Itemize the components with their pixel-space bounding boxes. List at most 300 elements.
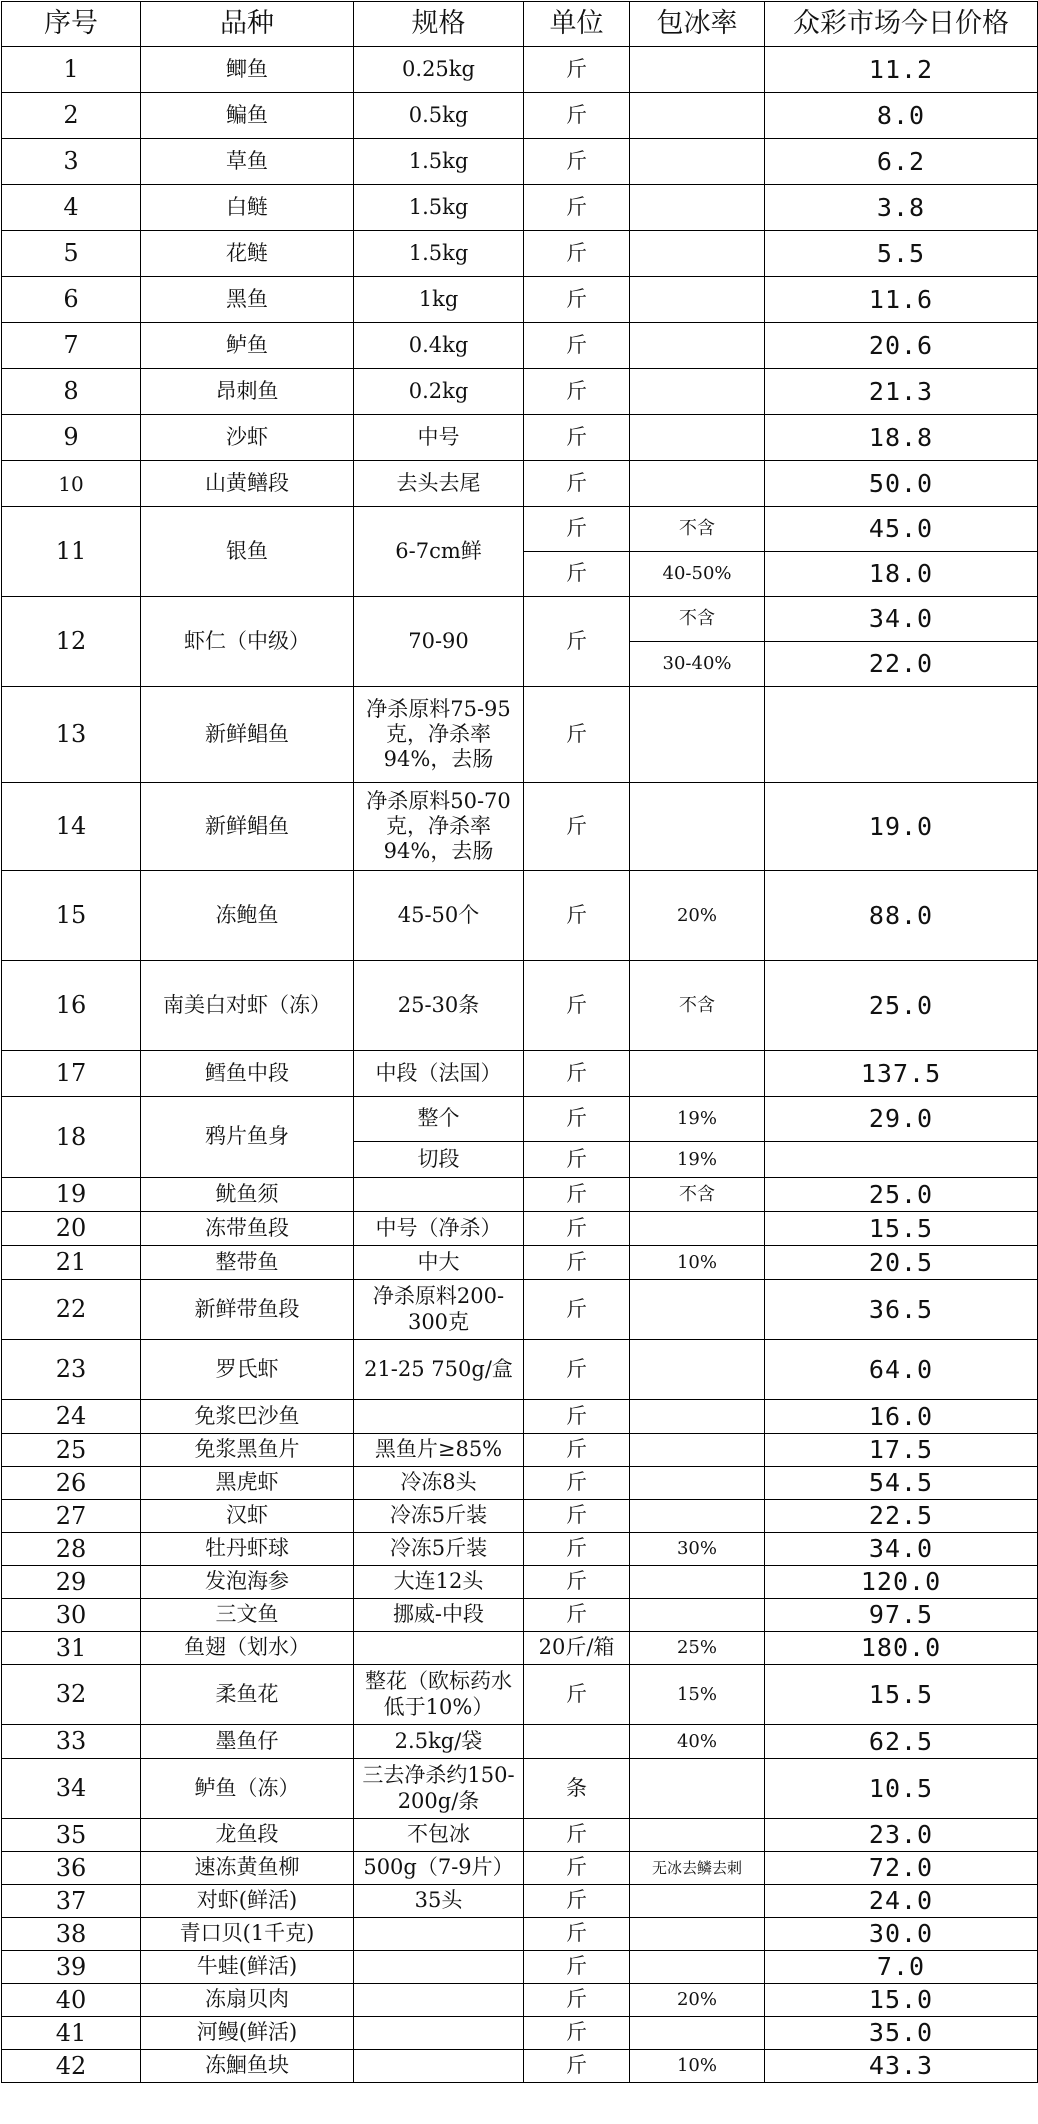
cell-seq: 5 [2, 231, 141, 277]
cell-name: 鳕鱼中段 [141, 1051, 354, 1097]
cell-spec: 冷冻5斤装 [354, 1533, 524, 1566]
cell-name: 虾仁（中级） [141, 597, 354, 687]
cell-name: 罗氏虾 [141, 1340, 354, 1400]
header-ice-rate: 包冰率 [630, 2, 765, 47]
table-row [2, 1984, 1038, 2017]
cell-name: 免浆黑鱼片 [141, 1434, 354, 1467]
cell-seq: 1 [2, 47, 141, 93]
cell-spec: 黑鱼片≥85% [354, 1434, 524, 1467]
cell-seq: 42 [2, 2050, 141, 2083]
cell-seq: 6 [2, 277, 141, 323]
cell-unit: 斤 [524, 139, 630, 185]
cell-spec: 中号 [354, 415, 524, 461]
table-row [2, 1533, 1038, 1566]
cell-ice: 20% [630, 871, 765, 961]
header-price: 众彩市场今日价格 [765, 2, 1038, 47]
cell-name: 鲈鱼 [141, 323, 354, 369]
cell-seq: 25 [2, 1434, 141, 1467]
cell-name: 速冻黄鱼柳 [141, 1852, 354, 1885]
header-row [2, 2, 1038, 47]
cell-seq: 24 [2, 1400, 141, 1434]
table-row [2, 2050, 1038, 2083]
cell-name: 黑虎虾 [141, 1467, 354, 1500]
cell-seq: 29 [2, 1566, 141, 1599]
table-row [2, 1885, 1038, 1918]
cell-unit: 斤 [524, 1246, 630, 1280]
cell-price: 22.0 [765, 642, 1038, 687]
cell-ice: 不含 [630, 507, 765, 552]
fish-price-table [1, 1, 1038, 2083]
header-variety: 品种 [141, 2, 354, 47]
cell-spec: 45-50个 [354, 871, 524, 961]
cell-spec [354, 1178, 524, 1212]
cell-unit: 斤 [524, 552, 630, 597]
cell-spec: 大连12头 [354, 1566, 524, 1599]
cell-seq: 20 [2, 1212, 141, 1246]
cell-ice: 10% [630, 2050, 765, 2083]
cell-price: 16.0 [765, 1400, 1038, 1434]
cell-name: 鱿鱼须 [141, 1178, 354, 1212]
cell-spec: 整个 [354, 1097, 524, 1142]
cell-seq: 30 [2, 1599, 141, 1632]
cell-ice [630, 1599, 765, 1632]
cell-price: 64.0 [765, 1340, 1038, 1400]
cell-ice [630, 1951, 765, 1984]
cell-unit: 斤 [524, 1434, 630, 1467]
cell-name: 冻带鱼段 [141, 1212, 354, 1246]
cell-name: 发泡海参 [141, 1566, 354, 1599]
table-row [2, 1819, 1038, 1852]
cell-name: 牛蛙(鲜活) [141, 1951, 354, 1984]
table-row [2, 93, 1038, 139]
cell-name: 鲫鱼 [141, 47, 354, 93]
cell-spec: 0.5kg [354, 93, 524, 139]
cell-name: 山黄鳝段 [141, 461, 354, 507]
cell-price: 137.5 [765, 1051, 1038, 1097]
cell-price: 11.2 [765, 47, 1038, 93]
cell-name: 银鱼 [141, 507, 354, 597]
cell-seq: 13 [2, 687, 141, 783]
cell-name: 昂刺鱼 [141, 369, 354, 415]
cell-price: 19.0 [765, 783, 1038, 871]
cell-seq: 8 [2, 369, 141, 415]
cell-ice [630, 687, 765, 783]
cell-ice [630, 185, 765, 231]
cell-ice: 40-50% [630, 552, 765, 597]
cell-ice [630, 1819, 765, 1852]
cell-seq: 36 [2, 1852, 141, 1885]
cell-seq: 35 [2, 1819, 141, 1852]
table-row [2, 1566, 1038, 1599]
cell-ice: 10% [630, 1246, 765, 1280]
cell-name: 新鲜鲳鱼 [141, 783, 354, 871]
cell-spec: 切段 [354, 1142, 524, 1178]
cell-unit: 斤 [524, 871, 630, 961]
cell-seq: 40 [2, 1984, 141, 2017]
cell-spec: 中号（净杀） [354, 1212, 524, 1246]
cell-ice [630, 2017, 765, 2050]
cell-seq: 27 [2, 1500, 141, 1533]
cell-unit: 斤 [524, 783, 630, 871]
cell-price: 18.8 [765, 415, 1038, 461]
cell-spec: 不包冰 [354, 1819, 524, 1852]
table-row [2, 507, 1038, 552]
cell-unit [524, 1725, 630, 1759]
cell-seq: 9 [2, 415, 141, 461]
cell-price: 15.5 [765, 1665, 1038, 1725]
cell-price: 18.0 [765, 552, 1038, 597]
cell-unit: 斤 [524, 687, 630, 783]
cell-unit: 斤 [524, 961, 630, 1051]
table-row [2, 1434, 1038, 1467]
table-row [2, 1918, 1038, 1951]
cell-price: 45.0 [765, 507, 1038, 552]
cell-seq: 19 [2, 1178, 141, 1212]
cell-ice [630, 1566, 765, 1599]
cell-spec: 挪威-中段 [354, 1599, 524, 1632]
cell-spec: 净杀原料50-70克，净杀率94%，去肠 [354, 783, 524, 871]
table-row [2, 1632, 1038, 1665]
cell-unit: 斤 [524, 2017, 630, 2050]
cell-seq: 22 [2, 1280, 141, 1340]
table-row [2, 461, 1038, 507]
cell-spec: 中段（法国） [354, 1051, 524, 1097]
header-unit: 单位 [524, 2, 630, 47]
cell-ice [630, 323, 765, 369]
cell-ice [630, 783, 765, 871]
cell-unit: 斤 [524, 597, 630, 687]
cell-unit: 斤 [524, 1400, 630, 1434]
cell-seq: 16 [2, 961, 141, 1051]
cell-price: 10.5 [765, 1759, 1038, 1819]
cell-seq: 26 [2, 1467, 141, 1500]
cell-price: 29.0 [765, 1097, 1038, 1142]
cell-price: 97.5 [765, 1599, 1038, 1632]
table-row [2, 1212, 1038, 1246]
cell-ice [630, 1467, 765, 1500]
cell-unit: 斤 [524, 1097, 630, 1142]
cell-spec: 1.5kg [354, 185, 524, 231]
cell-seq: 14 [2, 783, 141, 871]
cell-price: 17.5 [765, 1434, 1038, 1467]
cell-seq: 7 [2, 323, 141, 369]
cell-ice: 19% [630, 1142, 765, 1178]
header-seq: 序号 [2, 2, 141, 47]
cell-ice [630, 1434, 765, 1467]
cell-price: 36.5 [765, 1280, 1038, 1340]
cell-spec: 6-7cm鲜 [354, 507, 524, 597]
cell-name: 草鱼 [141, 139, 354, 185]
cell-spec: 中大 [354, 1246, 524, 1280]
cell-ice [630, 47, 765, 93]
cell-seq: 31 [2, 1632, 141, 1665]
cell-seq: 15 [2, 871, 141, 961]
cell-price: 25.0 [765, 1178, 1038, 1212]
cell-name: 冻鮰鱼块 [141, 2050, 354, 2083]
cell-seq: 11 [2, 507, 141, 597]
cell-spec: 0.25kg [354, 47, 524, 93]
cell-name: 牡丹虾球 [141, 1533, 354, 1566]
cell-ice [630, 415, 765, 461]
cell-unit: 斤 [524, 1178, 630, 1212]
cell-unit: 斤 [524, 1819, 630, 1852]
cell-price: 21.3 [765, 369, 1038, 415]
cell-name: 柔鱼花 [141, 1665, 354, 1725]
cell-unit: 斤 [524, 1566, 630, 1599]
cell-name: 冻鲍鱼 [141, 871, 354, 961]
cell-unit: 斤 [524, 1467, 630, 1500]
cell-unit: 斤 [524, 1051, 630, 1097]
cell-unit: 斤 [524, 1665, 630, 1725]
cell-unit: 斤 [524, 1951, 630, 1984]
cell-name: 三文鱼 [141, 1599, 354, 1632]
cell-spec: 0.4kg [354, 323, 524, 369]
table-row [2, 1051, 1038, 1097]
cell-ice [630, 1051, 765, 1097]
cell-ice [630, 231, 765, 277]
header-spec: 规格 [354, 2, 524, 47]
table-row [2, 2017, 1038, 2050]
table-row [2, 47, 1038, 93]
table-row [2, 185, 1038, 231]
cell-unit: 斤 [524, 231, 630, 277]
cell-ice [630, 277, 765, 323]
cell-price: 20.5 [765, 1246, 1038, 1280]
cell-unit: 斤 [524, 1500, 630, 1533]
table-row [2, 139, 1038, 185]
cell-ice: 15% [630, 1665, 765, 1725]
cell-seq: 33 [2, 1725, 141, 1759]
cell-seq: 2 [2, 93, 141, 139]
cell-unit: 斤 [524, 1340, 630, 1400]
cell-price: 7.0 [765, 1951, 1038, 1984]
table-row [2, 961, 1038, 1051]
cell-seq: 32 [2, 1665, 141, 1725]
cell-spec: 1kg [354, 277, 524, 323]
cell-spec [354, 1918, 524, 1951]
cell-seq: 38 [2, 1918, 141, 1951]
cell-name: 墨鱼仔 [141, 1725, 354, 1759]
table-row [2, 277, 1038, 323]
cell-price: 88.0 [765, 871, 1038, 961]
cell-ice [630, 1280, 765, 1340]
cell-spec: 0.2kg [354, 369, 524, 415]
cell-ice: 30% [630, 1533, 765, 1566]
cell-seq: 12 [2, 597, 141, 687]
cell-name: 鲈鱼（冻） [141, 1759, 354, 1819]
cell-seq: 28 [2, 1533, 141, 1566]
cell-spec: 净杀原料200-300克 [354, 1280, 524, 1340]
table-row [2, 1951, 1038, 1984]
table-row [2, 783, 1038, 871]
cell-unit: 斤 [524, 369, 630, 415]
cell-unit: 斤 [524, 461, 630, 507]
cell-seq: 23 [2, 1340, 141, 1400]
cell-price: 30.0 [765, 1918, 1038, 1951]
cell-ice: 不含 [630, 1178, 765, 1212]
cell-seq: 4 [2, 185, 141, 231]
cell-name: 南美白对虾（冻） [141, 961, 354, 1051]
cell-price: 11.6 [765, 277, 1038, 323]
cell-seq: 37 [2, 1885, 141, 1918]
cell-unit: 斤 [524, 277, 630, 323]
cell-price: 25.0 [765, 961, 1038, 1051]
cell-ice: 40% [630, 1725, 765, 1759]
table-row [2, 369, 1038, 415]
cell-spec: 35头 [354, 1885, 524, 1918]
cell-price: 62.5 [765, 1725, 1038, 1759]
cell-unit: 条 [524, 1759, 630, 1819]
cell-ice: 19% [630, 1097, 765, 1142]
cell-unit: 斤 [524, 507, 630, 552]
table-row [2, 871, 1038, 961]
cell-name: 龙鱼段 [141, 1819, 354, 1852]
cell-seq: 21 [2, 1246, 141, 1280]
cell-unit: 斤 [524, 1918, 630, 1951]
cell-unit: 斤 [524, 1885, 630, 1918]
cell-ice: 不含 [630, 597, 765, 642]
cell-unit: 斤 [524, 1280, 630, 1340]
cell-price: 180.0 [765, 1632, 1038, 1665]
table-row [2, 1599, 1038, 1632]
cell-ice [630, 1759, 765, 1819]
cell-ice [630, 1500, 765, 1533]
cell-price: 120.0 [765, 1566, 1038, 1599]
table-row [2, 1097, 1038, 1142]
cell-unit: 斤 [524, 185, 630, 231]
cell-unit: 斤 [524, 1142, 630, 1178]
cell-price: 50.0 [765, 461, 1038, 507]
cell-spec: 2.5kg/袋 [354, 1725, 524, 1759]
table-row [2, 1246, 1038, 1280]
cell-price: 23.0 [765, 1819, 1038, 1852]
cell-name: 鸦片鱼身 [141, 1097, 354, 1178]
cell-spec: 冷冻5斤装 [354, 1500, 524, 1533]
cell-name: 白鲢 [141, 185, 354, 231]
cell-name: 鱼翅（划水） [141, 1632, 354, 1665]
cell-unit: 斤 [524, 93, 630, 139]
cell-unit: 斤 [524, 47, 630, 93]
cell-ice [630, 1918, 765, 1951]
cell-ice [630, 139, 765, 185]
cell-ice [630, 93, 765, 139]
cell-name: 汉虾 [141, 1500, 354, 1533]
cell-price: 6.2 [765, 139, 1038, 185]
cell-spec: 70-90 [354, 597, 524, 687]
table-row [2, 415, 1038, 461]
table-row [2, 1500, 1038, 1533]
cell-name: 新鲜鲳鱼 [141, 687, 354, 783]
table-row [2, 1340, 1038, 1400]
cell-spec [354, 1951, 524, 1984]
cell-name: 新鲜带鱼段 [141, 1280, 354, 1340]
cell-spec: 净杀原料75-95克，净杀率94%，去肠 [354, 687, 524, 783]
table-row [2, 1467, 1038, 1500]
cell-unit: 斤 [524, 415, 630, 461]
cell-price: 8.0 [765, 93, 1038, 139]
cell-spec [354, 2017, 524, 2050]
cell-price: 3.8 [765, 185, 1038, 231]
cell-spec [354, 1984, 524, 2017]
cell-price: 20.6 [765, 323, 1038, 369]
table-row [2, 1280, 1038, 1340]
cell-unit: 斤 [524, 2050, 630, 2083]
table-row [2, 1665, 1038, 1725]
cell-price [765, 687, 1038, 783]
cell-name: 鳊鱼 [141, 93, 354, 139]
cell-spec: 21-25 750g/盒 [354, 1340, 524, 1400]
cell-unit: 斤 [524, 323, 630, 369]
cell-price: 22.5 [765, 1500, 1038, 1533]
cell-spec: 去头去尾 [354, 461, 524, 507]
cell-name: 整带鱼 [141, 1246, 354, 1280]
cell-spec: 1.5kg [354, 231, 524, 277]
cell-seq: 18 [2, 1097, 141, 1178]
table-row [2, 1725, 1038, 1759]
cell-price: 5.5 [765, 231, 1038, 277]
cell-seq: 3 [2, 139, 141, 185]
cell-ice [630, 1400, 765, 1434]
cell-name: 沙虾 [141, 415, 354, 461]
cell-price: 15.0 [765, 1984, 1038, 2017]
cell-spec [354, 1400, 524, 1434]
table-row [2, 1178, 1038, 1212]
cell-ice: 25% [630, 1632, 765, 1665]
cell-ice [630, 1885, 765, 1918]
cell-ice [630, 1340, 765, 1400]
cell-ice: 20% [630, 1984, 765, 2017]
cell-ice [630, 461, 765, 507]
cell-name: 花鲢 [141, 231, 354, 277]
cell-name: 对虾(鲜活) [141, 1885, 354, 1918]
cell-spec: 冷冻8头 [354, 1467, 524, 1500]
cell-price [765, 1142, 1038, 1178]
cell-unit: 斤 [524, 1852, 630, 1885]
cell-price: 34.0 [765, 597, 1038, 642]
table-row [2, 323, 1038, 369]
cell-spec [354, 1632, 524, 1665]
cell-ice: 不含 [630, 961, 765, 1051]
cell-spec [354, 2050, 524, 2083]
cell-unit: 斤 [524, 1533, 630, 1566]
cell-price: 34.0 [765, 1533, 1038, 1566]
cell-ice: 无冰去鳞去刺 [630, 1852, 765, 1885]
cell-spec: 1.5kg [354, 139, 524, 185]
cell-name: 冻扇贝肉 [141, 1984, 354, 2017]
table-row [2, 231, 1038, 277]
cell-name: 青口贝(1千克) [141, 1918, 354, 1951]
cell-ice [630, 369, 765, 415]
cell-price: 15.5 [765, 1212, 1038, 1246]
cell-price: 35.0 [765, 2017, 1038, 2050]
table-row [2, 687, 1038, 783]
cell-unit: 斤 [524, 1599, 630, 1632]
cell-spec: 三去净杀约150-200g/条 [354, 1759, 524, 1819]
cell-name: 免浆巴沙鱼 [141, 1400, 354, 1434]
cell-name: 河鳗(鲜活) [141, 2017, 354, 2050]
cell-price: 43.3 [765, 2050, 1038, 2083]
cell-price: 72.0 [765, 1852, 1038, 1885]
table-row [2, 1852, 1038, 1885]
cell-price: 24.0 [765, 1885, 1038, 1918]
cell-unit: 斤 [524, 1984, 630, 2017]
cell-spec: 25-30条 [354, 961, 524, 1051]
table-row [2, 1400, 1038, 1434]
cell-seq: 41 [2, 2017, 141, 2050]
cell-seq: 17 [2, 1051, 141, 1097]
cell-seq: 34 [2, 1759, 141, 1819]
cell-spec: 500g（7-9片） [354, 1852, 524, 1885]
